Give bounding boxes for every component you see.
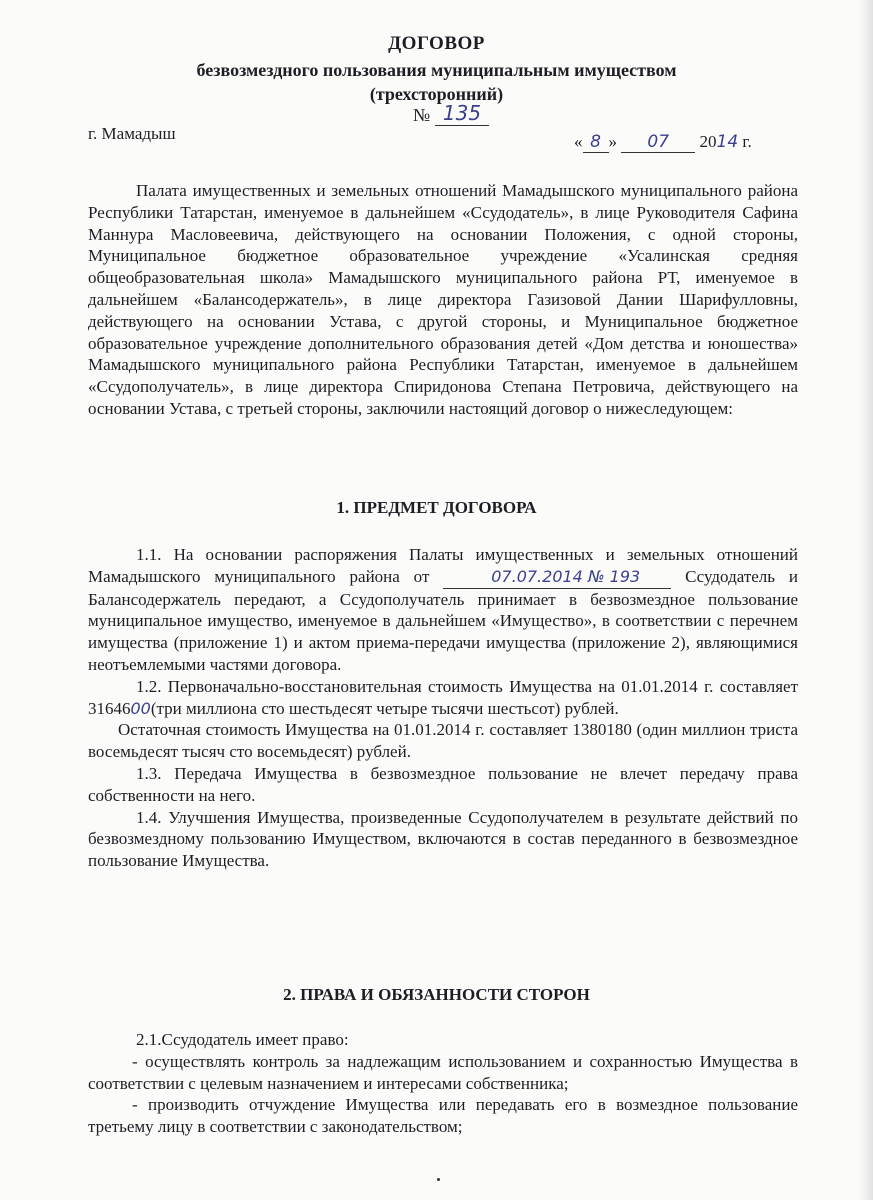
contract-date: « 8 » 07 2014 г.: [574, 132, 752, 152]
right-bullet-1: - осуществлять контроль за надлежащим использованием и сохранностью Имущества в соответствии с целевым назначением и интересами собственника;: [88, 1051, 798, 1093]
page-dot: [437, 1178, 440, 1181]
document-title: ДОГОВОР: [388, 33, 485, 54]
section2-block: [88, 1029, 798, 1138]
document-subtitle: безвозмездного пользования муниципальным имуществом: [196, 60, 677, 80]
clause-1-4: 1.4. Улучшения Имущества, произведенные Ссудополучателем в результате действий по безвозмездному пользованию Имуществом, включаются в состав переданного в безвозмездное пользование Имущества.: [88, 807, 798, 871]
number-handwritten: 135: [435, 101, 489, 126]
clause-1-2-residual: Остаточная стоимость Имущества на 01.01.2014 г. составляет 1380180 (один миллион триста восемьдесят тысяч сто восемьдесят) рублей.: [88, 720, 798, 762]
right-bullet-2: - производить отчуждение Имущества или передавать его в возмездное пользование третьему лицу в соответствии с законодательством;: [88, 1095, 798, 1137]
date-year: 14: [716, 132, 739, 152]
document-type: (трехсторонний): [369, 84, 504, 104]
city-label: г. Мамадыш: [88, 124, 176, 143]
clause-1-1: 1.1. На основании распоряжения Палаты имущественных и земельных отношений Мамадышского муниципального района от 07.07.2014 № 193 Ссудодатель и Балансодержатель передают, а Ссудополучатель принимает в безвозмездное пользование муниципальное имущество, именуемое в дальнейшем «Имущество», в соответствии с перечнем имущества (приложение 1) и актом приема-передачи имущества (приложение 2), являющимися неотъемлемыми частями договора.: [88, 545, 798, 674]
clause-1-2: 1.2. Первоначально-восстановительная стоимость Имущества на 01.01.2014 г. составляет 3164600(три миллиона сто шестьдесят четыре тысячи шестьсот) рублей.: [88, 676, 798, 718]
number-label: №: [413, 105, 431, 125]
clause-2-1: 2.1.Ссудодатель имеет право:: [136, 1030, 349, 1049]
preamble-text: Палата имущественных и земельных отношений Мамадышского муниципального района Республики Татарстан, именуемое в дальнейшем «Ссудодатель», в лице Руководителя Сафина Маннура Масловеевича, действующего на основании Положения, с одной стороны, Муниципальное бюджетное образовательное учреждение «Усалинская средняя общеобразовательная школа» Мамадышского муниципального района РТ, именуемое в дальнейшем «Балансодержатель», в лице директора Газизовой Дании Шарифулловны, действующего на основании Устава, с другой стороны, и Муниципальное бюджетное образовательное учреждение дополнительного образования детей «Дом детства и юношества» Мамадышского муниципального района Республики Татарстан, именуемое в дальнейшем «Ссудополучатель», в лице директора Спиридонова Степана Петровича, действующего на основании Устава, с третьей стороны, заключили настоящий договор о нижеследующем:: [88, 181, 798, 418]
contract-number: [413, 101, 482, 126]
date-month: 07: [647, 132, 670, 152]
clause-1-3: 1.3. Передача Имущества в безвозмездное пользование не влечет передачу права собственности на него.: [88, 763, 798, 805]
value-handwritten: 00: [130, 698, 151, 718]
section2-heading: 2. ПРАВА И ОБЯЗАННОСТИ СТОРОН: [283, 985, 590, 1004]
date-day: 8: [590, 132, 601, 152]
section1-heading: 1. ПРЕДМЕТ ДОГОВОРА: [336, 498, 537, 517]
preamble-block: [88, 180, 798, 420]
scan-edge-shadow: [859, 0, 873, 1200]
section1-block: [88, 544, 798, 872]
order-date-handwritten: 07.07.2014 № 193: [491, 566, 641, 586]
